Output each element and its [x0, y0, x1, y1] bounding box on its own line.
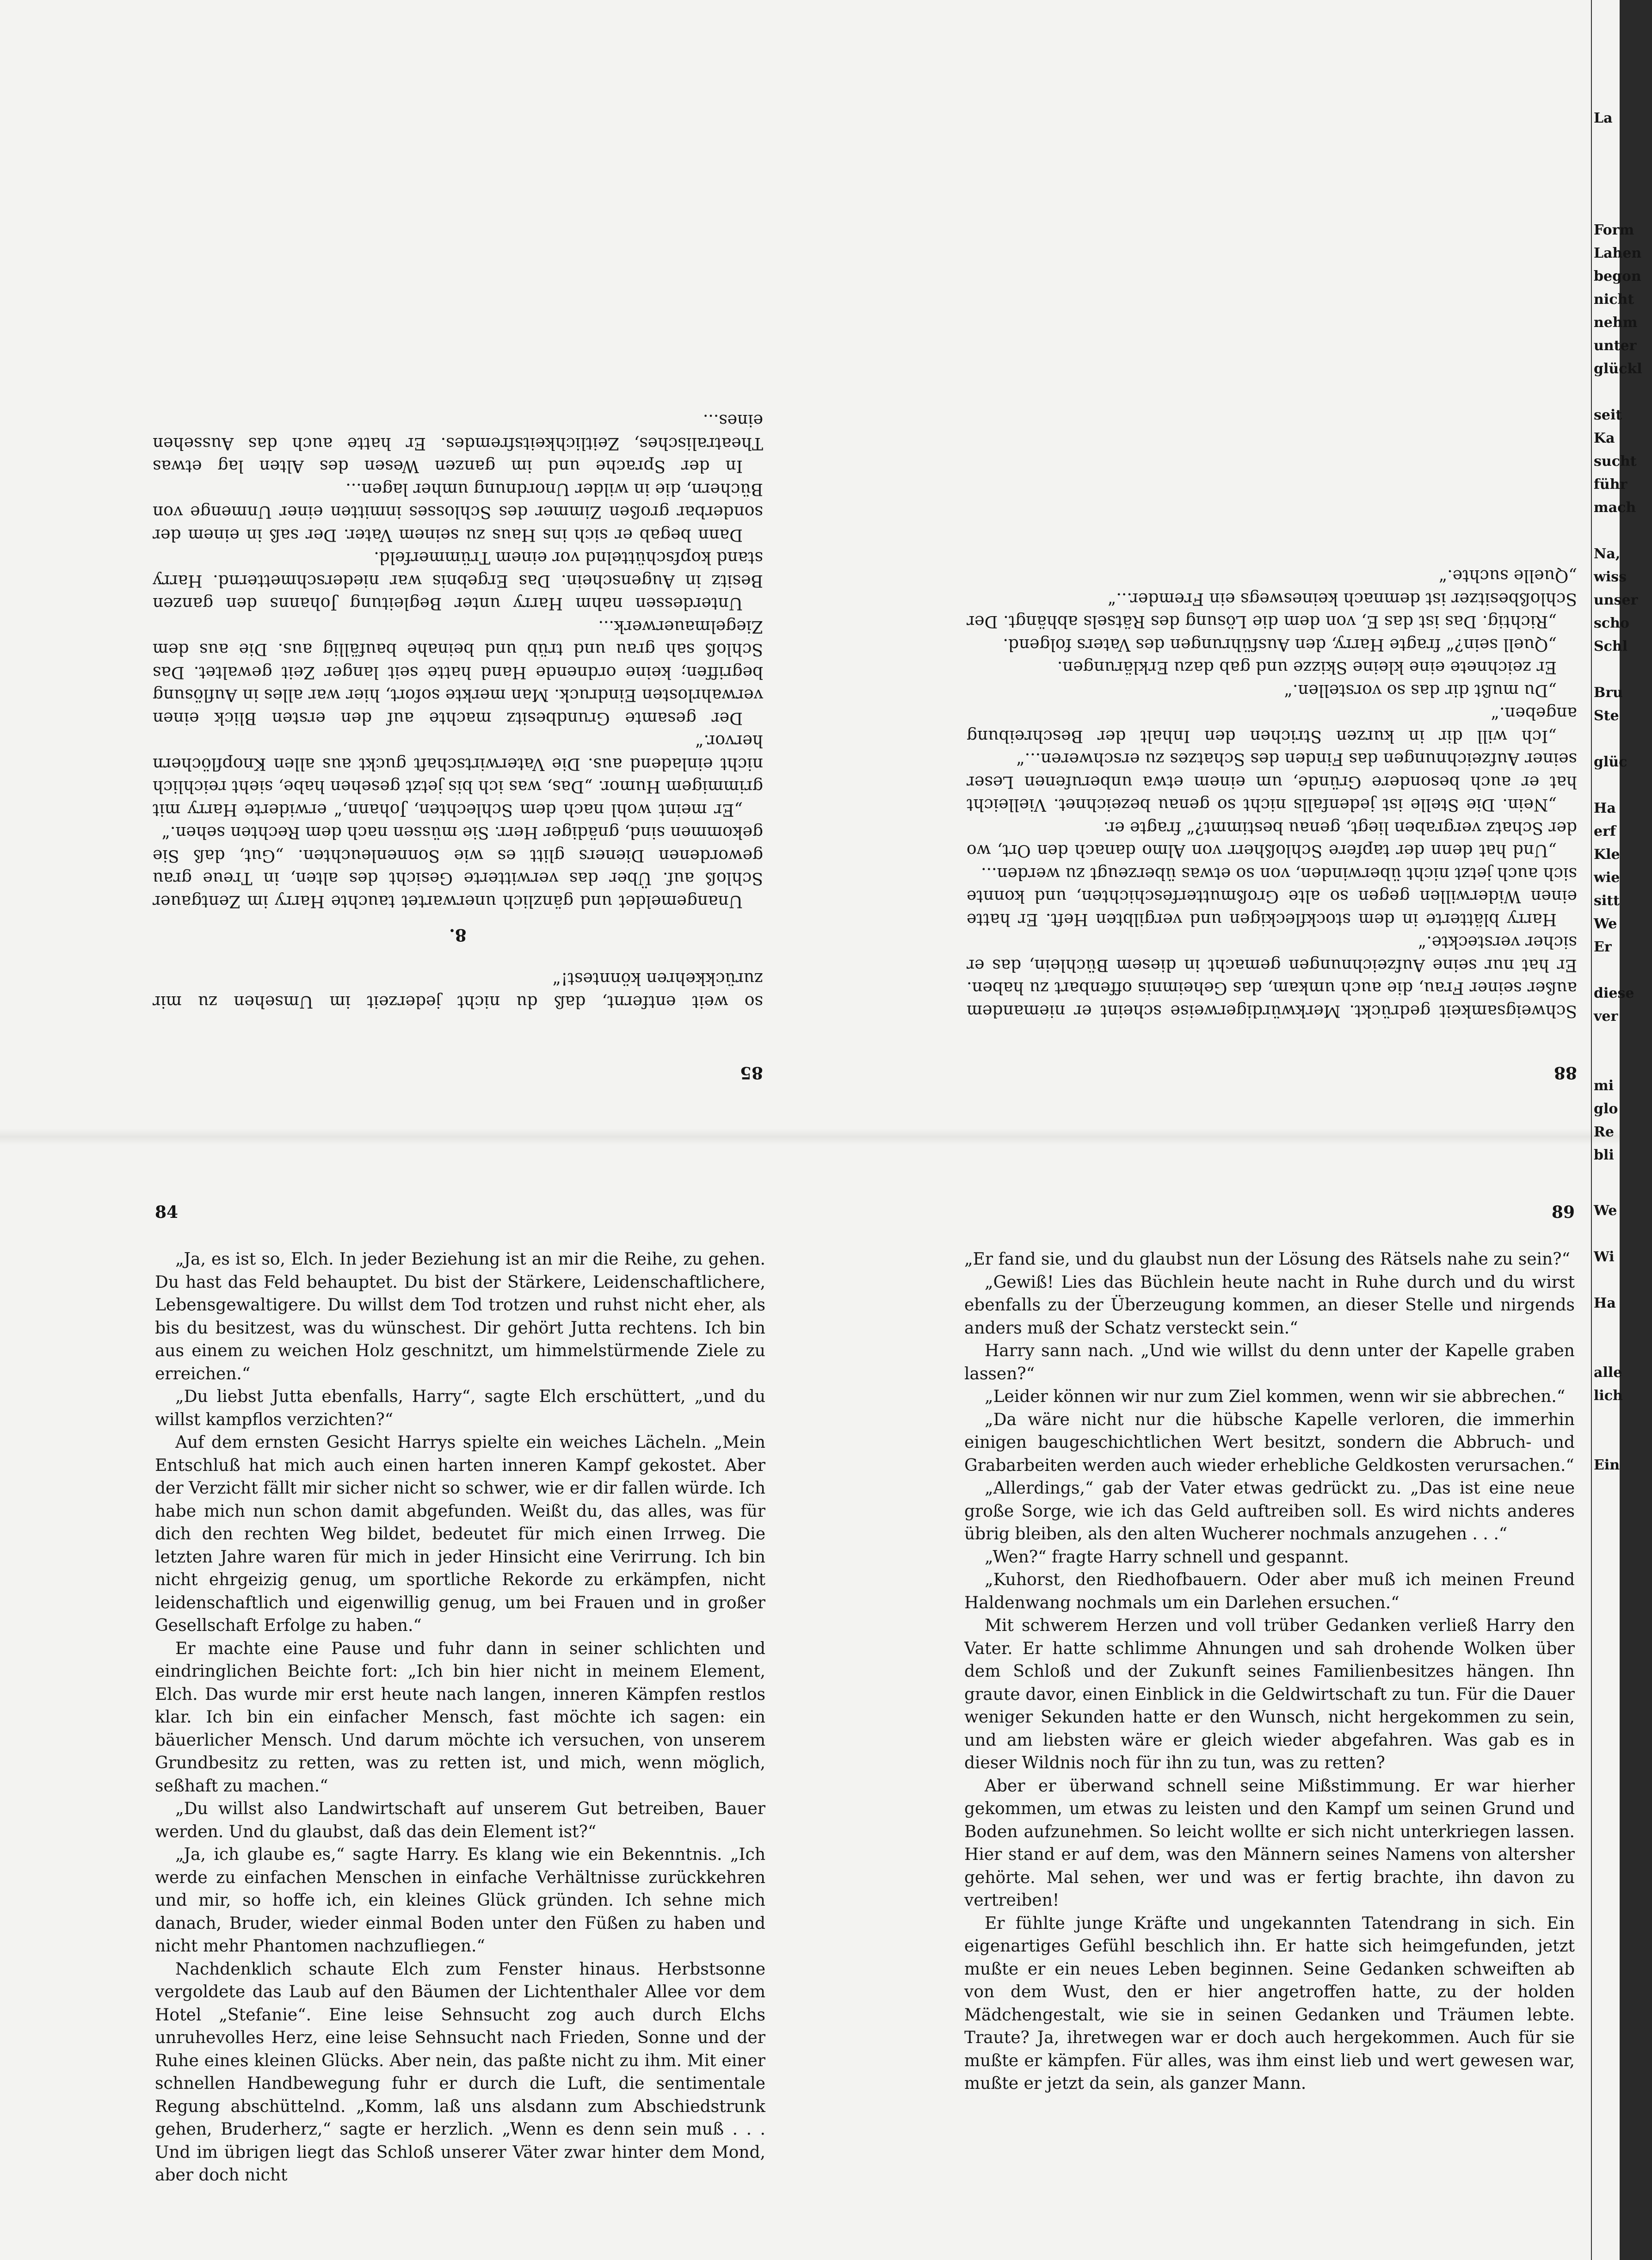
- fragment-text: Schl: [1594, 638, 1628, 655]
- paragraph: „Du mußt dir das so vorstellen.“: [1284, 681, 1557, 700]
- fragment-text: lich: [1594, 1388, 1623, 1404]
- paragraph: Er fühlte junge Kräfte und ungekannten Tatendrang in sich. Ein eigenartiges Gefühl beschlich ihn. Er hatte sich heimgefunden, jetzt mußte er ein neues Leben beginnen. Seine Gedanken schweiften ab von dem Wust, den er hier angetroffen hatte, zu der holden Mädchengestalt, wie sie in seinen Gedanken und Träumen lebte. Traute? Ja, ihretwegen war er doch auch hergekommen. Auch für sie mußte er kämpfen. Für alles, was ihm einst lieb und wert gewesen war, mußte er jetzt da sein, als ganzer Mann.: [964, 1914, 1575, 2093]
- fragment-text: mach: [1594, 500, 1636, 516]
- paragraph: Unterdessen nahm Harry unter Begleitung Johanns den ganzen Besitz in Augenschein. Das Ergebnis war niederschmetternd. Harry stand kopfschüttelnd vor einem Trümmerfeld.: [153, 548, 763, 613]
- paragraph: „Er meint wohl nach dem Schlechten, Johann,“ erwiderte Harry mit grimmigem Humor. „Das, was ich bis jetzt gesehen habe, sieht reichlich nicht einladend aus. Die Vaterwirtschaft guckt aus allen Knopflöchern hervor.“: [153, 731, 763, 819]
- paragraph: „Nein. Die Stelle ist jedenfalls nicht so genau bezeichnet. Vielleicht hat er auch besondere Gründe, um einem etwa unberufenen Leser seiner Aufzeichnungen das Finden des Schatzes zu erschweren...“: [967, 749, 1577, 815]
- fragment-text: glüc: [1594, 754, 1627, 770]
- page-88-upside-down: [967, 125, 1577, 1082]
- fragment-text: sitt: [1594, 893, 1620, 909]
- paragraph: „Quell sein?“ fragte Harry, den Ausführungen des Vaters folgend.: [1003, 635, 1557, 654]
- paragraph: „Ich will dir in kurzen Strichen den Inhalt der Beschreibung angeben.“: [967, 704, 1577, 746]
- fragment-text: glo: [1594, 1101, 1618, 1117]
- fragment-text: mi: [1594, 1078, 1614, 1094]
- fragment-text: Re: [1594, 1124, 1615, 1140]
- paragraph: Harry sann nach. „Und wie willst du denn unter der Kapelle graben lassen?“: [964, 1341, 1575, 1383]
- fragment-text: Ein: [1594, 1457, 1620, 1473]
- paragraph: „Du willst also Landwirtschaft auf unserem Gut betreiben, Bauer werden. Und du glaubst, daß das dein Element ist?“: [155, 1799, 765, 1841]
- paragraph: Unangemeldet und gänzlich unerwartet tauchte Harry im Zentgauer Schloß auf. Über das verwitterte Gesicht des alten, in Treue grau gewordenen Dieners glitt es wie Sonnenleuchten. „Gut, daß Sie gekommen sind, gnädiger Herr. Sie müssen nach dem Rechten sehen.“: [153, 823, 763, 911]
- page-fold: [0, 1129, 1620, 1145]
- page-text: [155, 1248, 765, 2187]
- paragraph: „Er fand sie, und du glaubst nun der Lösung des Rätsels nahe zu sein?“: [964, 1250, 1571, 1269]
- paragraph: „Und hat denn der tapfere Schloßherr von Almo danach den Ort, wo der Schatz vergraben liegt, genau bestimmt?“ fragte er.: [967, 818, 1577, 860]
- fragment-text: diese: [1594, 985, 1634, 1001]
- fragment-text: We: [1594, 1203, 1617, 1219]
- page-text: [964, 1248, 1575, 2095]
- paragraph: „Richtig. Das ist das E, von dem die Lösung des Rätsels abhängt. Der Schloßbesitzer ist demnach keineswegs ein Fremder...“: [967, 589, 1577, 631]
- fragment-text: wie: [1594, 870, 1620, 886]
- fragment-text: We: [1594, 916, 1617, 932]
- fragment-text: Ka: [1594, 430, 1615, 446]
- paragraph: Der gesamte Grundbesitz machte auf den ersten Blick einen verwahrlosten Eindruck. Man merkte sofort, hier war alles in Auflösung begriffen; keine ordnende Hand hatte seit langer Zeit gewaltet. Das Schloß sah grau und trüb und beinahe baufällig aus. Die aus dem Ziegelmauerwerk...: [153, 617, 763, 728]
- fragment-text: nehm: [1594, 315, 1638, 331]
- paragraph: „Quelle suchte.“: [1438, 566, 1577, 586]
- fragment-text: unter: [1594, 338, 1637, 354]
- fragment-text: führ: [1594, 476, 1627, 493]
- paragraph: Auf dem ernsten Gesicht Harrys spielte ein weiches Lächeln. „Mein Entschluß hat mich auch einen harten inneren Kampf gekostet. Aber der Verzicht fällt mir sicher nicht so schwer, wie er dir fallen würde. Ich habe mich nun schon damit abgefunden. Weißt du, das alles, was für dich den rechten Weg bildet, bedeutet für mich einen Irrweg. Die letzten Jahre waren für mich in jeder Hinsicht eine Verirrung. Ich bin nicht ehrgeizig genug, um sportliche Rekorde zu erkämpfen, nicht leidenschaftlich und eigenwillig genug, um bei Frauen und in großer Gesellschaft Erfolge zu haben.“: [155, 1433, 765, 1635]
- page-text: [967, 564, 1577, 1022]
- paragraph: „Da wäre nicht nur die hübsche Kapelle verloren, die immerhin einigen baugeschichtlichen Wert besitzt, sondern die Abbruch- und Grabarbeiten werden auch wieder erhebliche Geldkosten verursachen.“: [964, 1410, 1575, 1475]
- fragment-text: Ste: [1594, 708, 1619, 724]
- fragment-text: sucht: [1594, 453, 1637, 469]
- fragment-text: Ha: [1594, 800, 1616, 816]
- paragraph: „Ja, ich glaube es,“ sagte Harry. Es klang wie ein Bekenntnis. „Ich werde zu einfachen Menschen in einfache Verhältnisse zurückkehren und mir, so hoffe ich, ein kleines Glück gründen. Ich sehne mich danach, Bruder, wieder einmal Boden unter den Füßen zu haben und nicht mehr Phantomen nachzufliegen.“: [155, 1845, 765, 1956]
- page-text: [153, 409, 763, 1013]
- fragment-text: nicht: [1594, 291, 1634, 308]
- page-89: [964, 1203, 1575, 2197]
- paragraph: „Du liebst Jutta ebenfalls, Harry“, sagte Elch erschüttert, „und du willst kampflos verzichten?“: [155, 1387, 765, 1429]
- fragment-text: unser: [1594, 592, 1638, 608]
- fragment-text: erf: [1594, 823, 1616, 840]
- paragraph: „Leider können wir nur zum Ziel kommen, wenn wir sie abbrechen.“: [985, 1387, 1566, 1406]
- paragraph: Aber er überwand schnell seine Mißstimmung. Er war hierher gekommen, um etwas zu leisten und den Kampf um seinen Grund und Boden aufzunehmen. So leicht wollte er sich nicht unterkriegen lassen. Hier stand er auf dem, was den Männern seines Namens von altersher gehörte. Mal sehen, wer und was er fertig brachte, ihn davon zu vertreiben!: [964, 1776, 1575, 1910]
- fragment-text: Er: [1594, 939, 1612, 955]
- paragraph: Nachdenklich schaute Elch zum Fenster hinaus. Herbstsonne vergoldete das Laub auf den Bäumen der Lichtenthaler Allee vor dem Hotel „Stefanie“. Eine leise Sehnsucht zog auch durch Elchs unruhevolles Herz, eine leise Sehnsucht nach Frieden, Sonne und der Ruhe eines kleinen Glücks. Aber nein, das paßte nicht zu ihm. Mit einer schnellen Handbewegung fuhr er durch die Luft, die sentimentale Regung abschüttelnd. „Komm, laß uns alsdann zum Abschiedstrunk gehen, Bruderherz,“ sagte er herzlich. „Wenn es denn sein muß . . . Und im übrigen liegt das Schloß unserer Väter zwar hinter dem Mond, aber doch nicht: [155, 1959, 765, 2185]
- fragment-text: La: [1594, 110, 1613, 126]
- fragment-text: Wi: [1594, 1249, 1615, 1265]
- fragment-text: wiss: [1594, 569, 1627, 585]
- fragment-text: Bru: [1594, 685, 1623, 701]
- section-heading: 8.: [449, 925, 467, 945]
- fragment-text: begon: [1594, 268, 1641, 284]
- page-number: 84: [155, 1203, 179, 1222]
- fragment-text: seit: [1594, 407, 1622, 423]
- fragment-text: Na,: [1594, 546, 1621, 562]
- fragment-text: Lahen: [1594, 245, 1642, 261]
- fragment-text: Form: [1594, 222, 1634, 238]
- paragraph: „Wen?“ fragte Harry schnell und gespannt.: [985, 1547, 1349, 1567]
- page-number: 89: [1552, 1203, 1575, 1222]
- page-84: [155, 1203, 765, 2197]
- paragraph: Dann begab er sich ins Haus zu seinem Vater. Der saß in einem der sonderbar großen Zimmer des Schlosses inmitten einer Unmenge von Büchern, die in wilder Unordnung umher lagen...: [153, 480, 763, 544]
- paragraph: Harry blätterte in dem stockfleckigen und vergilbten Heft. Er hatte einen Widerwillen gegen so alte Großmutterfeschichten, und konnte sich auch jetzt nicht überwinden, von so etwas überzeugt zu werden...: [967, 864, 1577, 929]
- paragraph: so weit entfernt, daß du nicht jederzeit im Umsehen zu mir zurückkehren könntest!“: [153, 969, 763, 1011]
- page-number: 88: [1553, 1063, 1577, 1082]
- fragment-text: Kle: [1594, 846, 1620, 863]
- paragraph: Schweigsamkeit gedrückt. Merkwürdigerweise scheint er niemandem außer seiner Frau, die auch umkam, das Geheimnis offenbart zu haben. Er hat nur seine Aufzeichnungen gemacht in diesem Büchlein, das er sicher versteckte.“: [967, 932, 1577, 1020]
- paragraph: „Gewiß! Lies das Büchlein heute nacht in Ruhe durch und du wirst ebenfalls zu der Überzeugung kommen, an dieser Stelle und nirgends anders muß der Schatz versteckt sein.“: [964, 1272, 1575, 1338]
- fragment-text: glückl: [1594, 361, 1642, 377]
- paragraph: „Ja, es ist so, Elch. In jeder Beziehung ist an mir die Reihe, zu gehen. Du hast das Feld behauptet. Du bist der Stärkere, Leidenschaftlichere, Lebensgewaltigere. Du willst dem Tod trotzen und ruhst nicht eher, als bis du besitzest, was du wünschest. Dir gehört Jutta rechtens. Ich bin aus einem zu weichen Holz geschnitzt, um himmelstürmende Ziele zu erreichen.“: [155, 1250, 765, 1383]
- fragment-text: ver: [1594, 1008, 1618, 1025]
- fragment-text: alle: [1594, 1365, 1622, 1381]
- paragraph: Mit schwerem Herzen und voll trüber Gedanken verließ Harry den Vater. Er hatte schlimme Ahnungen und sah drohende Wolken über dem Schloß und der Zukunft seines Familienbesitzes hängen. Ihn graute davor, einen Einblick in die Geldwirtschaft zu tun. Für die Dauer weniger Sekunden hatte er den Wunsch, nicht hergekommen zu sein, und am liebsten wäre er gleich wieder abgefahren. Was gab es in dieser Wildnis noch für ihn zu tun, was zu retten?: [964, 1616, 1575, 1772]
- paragraph: „Kuhorst, den Riedhofbauern. Oder aber muß ich meinen Freund Haldenwang nochmals um ein Darlehen ersuchen.“: [964, 1570, 1575, 1612]
- adjacent-page-fragment: [1591, 0, 1642, 2260]
- paragraph: In der Sprache und im ganzen Wesen des Alten lag etwas Theatralisches, Zeitlichkeitsfremdes. Er hatte auch das Aussehen eines...: [153, 411, 763, 476]
- fragment-text: bli: [1594, 1147, 1614, 1163]
- page-number: 85: [740, 1063, 763, 1082]
- paragraph: „Allerdings,“ gab der Vater etwas gedrückt zu. „Das ist eine neue große Sorge, wie ich das Geld auftreiben soll. Es wird nichts anderes übrig bleiben, als den alten Wucherer nochmals anzugehen . . .“: [964, 1479, 1575, 1544]
- fragment-text: scho: [1594, 615, 1629, 631]
- page-85-upside-down: [153, 125, 763, 1082]
- fragment-text: Ha: [1594, 1295, 1616, 1311]
- paragraph: Er zeichnete eine kleine Skizze und gab dazu Erklärungen.: [1057, 658, 1557, 677]
- paragraph: Er machte eine Pause und fuhr dann in seiner schlichten und eindringlichen Beichte fort: „Ich bin hier nicht in meinem Element, Elch. Das wurde mir erst heute nach langen, inneren Kämpfen restlos klar. Ich bin ein einfacher Mensch, fast möchte ich sagen: ein bäuerlicher Mensch. Und darum möchte ich versuchen, von unserem Grundbesitz zu retten, was zu retten ist, und mich, wenn möglich, seßhaft zu machen.“: [155, 1639, 765, 1796]
